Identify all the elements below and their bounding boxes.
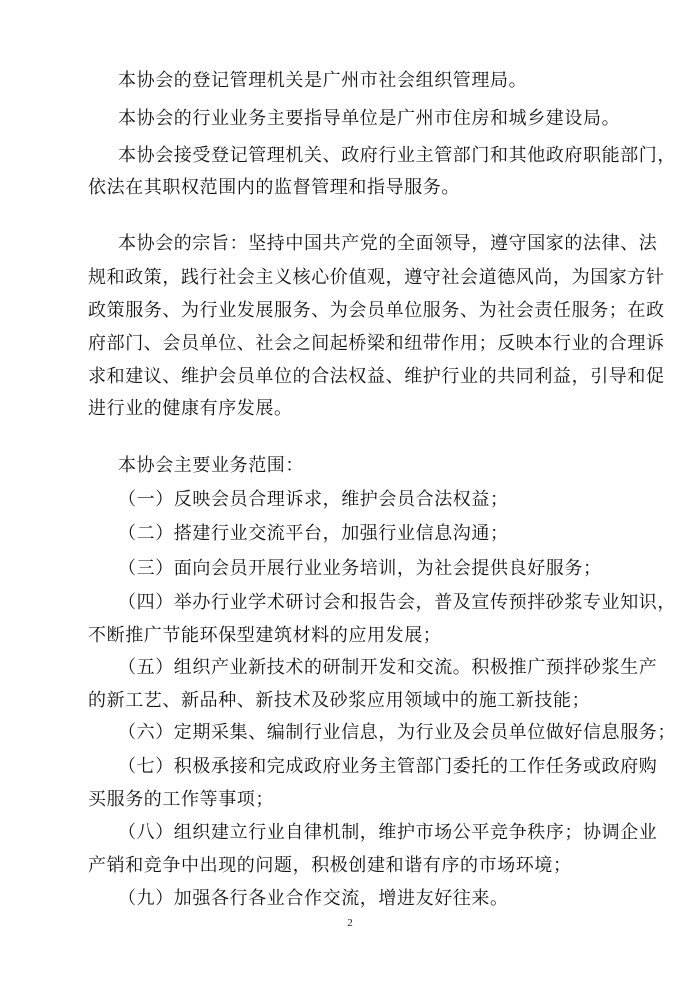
paragraph-line: 规和政策，践行社会主义核心价值观，遵守社会道德风尚，为国家方针: [88, 267, 665, 288]
list-item-continuation: 的新工艺、新品种、新技术及砂浆应用领域中的施工新技能；: [88, 690, 591, 711]
list-item: （七）积极承接和完成政府业务主管部门委托的工作任务或政府购: [118, 756, 658, 777]
list-item: （四）举办行业学术研讨会和报告会，普及宣传预拌砂浆专业知识，: [118, 592, 676, 613]
list-item: （六）定期采集、编制行业信息，为行业及会员单位做好信息服务；: [118, 722, 676, 743]
list-item: （八）组织建立行业自律机制，维护市场公平竞争秩序；协调企业: [118, 822, 658, 843]
paragraph-line: 依法在其职权范围内的监督管理和指导服务。: [88, 177, 460, 198]
paragraph-line: 本协会的宗旨：坚持中国共产党的全面领导，遵守国家的法律、法: [118, 233, 658, 254]
list-item: （九）加强各行各业合作交流，增进友好往来。: [118, 888, 509, 909]
paragraph-line: 本协会的行业业务主要指导单位是广州市住房和城乡建设局。: [118, 108, 621, 129]
list-item: （二）搭建行业交流平台，加强行业信息沟通；: [118, 523, 509, 544]
list-item-continuation: 产销和竞争中出现的问题，积极创建和谐有序的市场环境；: [88, 855, 572, 876]
paragraph-line: 进行业的健康有序发展。: [88, 398, 293, 419]
list-item-continuation: 买服务的工作等事项；: [88, 789, 274, 810]
paragraph-line: 政策服务、为行业发展服务、为会员单位服务、为社会责任服务；在政: [88, 300, 665, 321]
paragraph-line: 本协会接受登记管理机关、政府行业主管部门和其他政府职能部门，: [118, 145, 676, 166]
paragraph-line: 求和建议、维护会员单位的合法权益、维护行业的共同利益，引导和促: [88, 366, 665, 387]
paragraph-line: 府部门、会员单位、社会之间起桥梁和纽带作用；反映本行业的合理诉: [88, 333, 665, 354]
list-item: （五）组织产业新技术的研制开发和交流。积极推广预拌砂浆生产: [118, 657, 658, 678]
list-item: （三）面向会员开展行业业务培训，为社会提供良好服务；: [118, 558, 602, 579]
section-heading: 本协会主要业务范围：: [118, 455, 304, 476]
page-number: 2: [347, 917, 353, 929]
list-item: （一）反映会员合理诉求，维护会员合法权益；: [118, 489, 509, 510]
paragraph-line: 本协会的登记管理机关是广州市社会组织管理局。: [118, 70, 528, 91]
list-item-continuation: 不断推广节能环保型建筑材料的应用发展；: [88, 625, 442, 646]
